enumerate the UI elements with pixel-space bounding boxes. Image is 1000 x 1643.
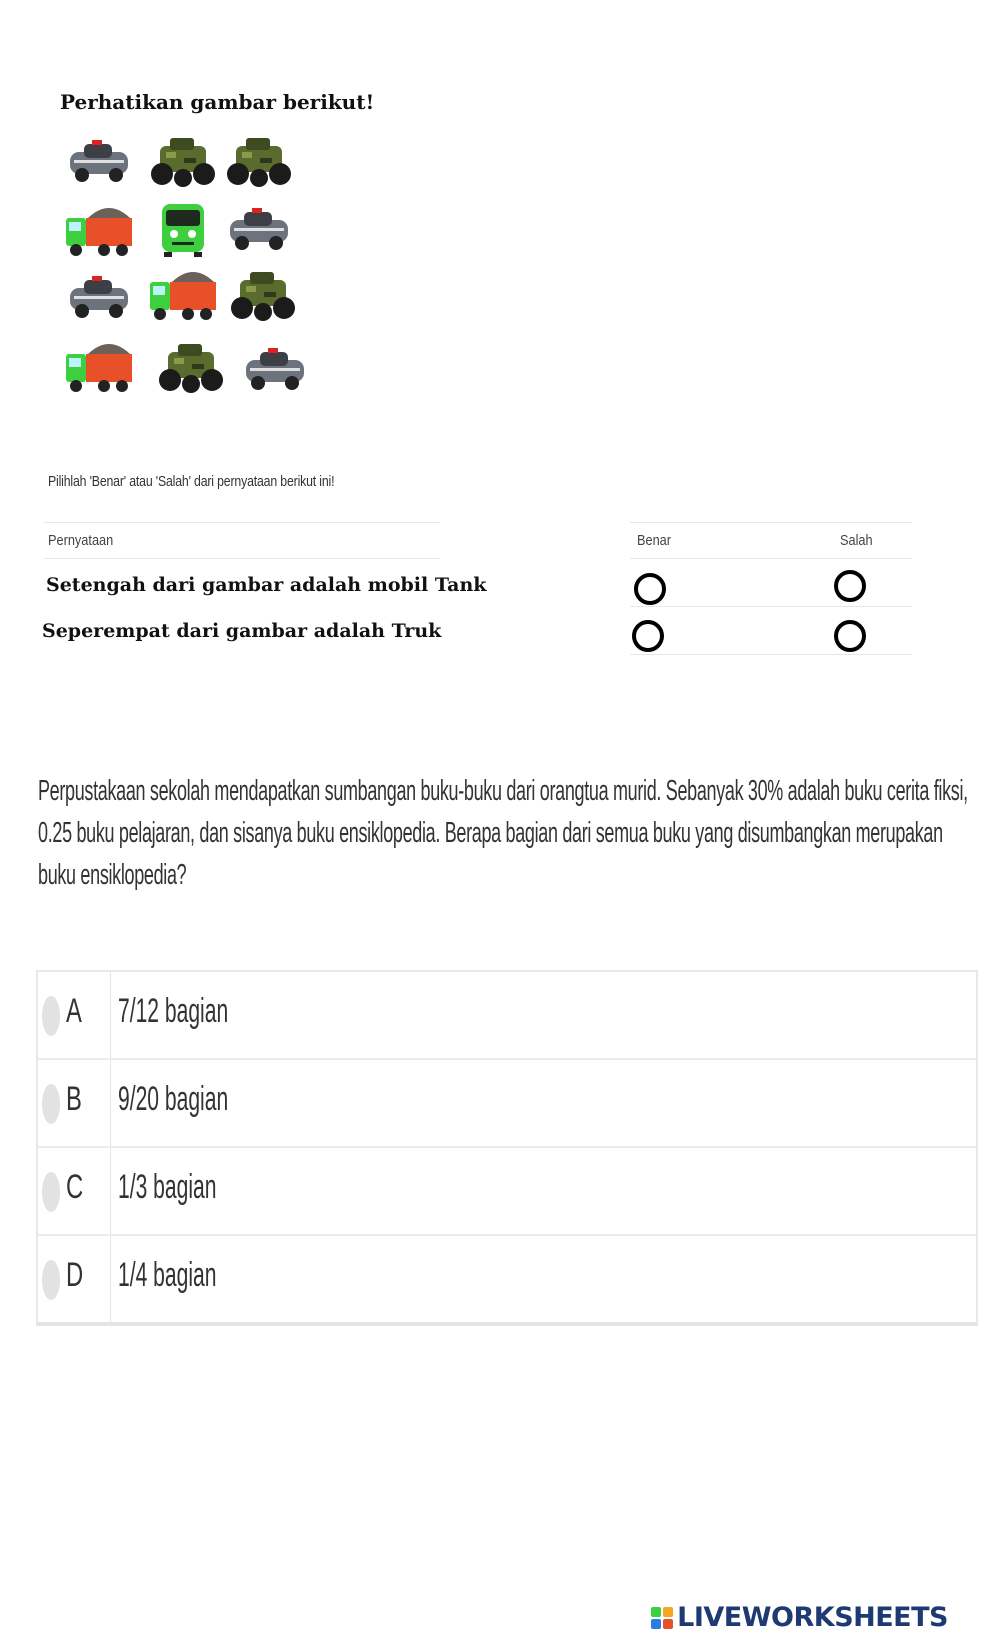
option-text: 7/12 bagian xyxy=(118,992,229,1030)
police-car-icon xyxy=(64,264,134,330)
option-b[interactable] xyxy=(38,1060,976,1148)
answer-options xyxy=(36,970,978,1326)
police-car-icon xyxy=(64,128,134,194)
table-divider xyxy=(630,558,912,559)
option-divider xyxy=(110,1060,111,1146)
header-false: Salah xyxy=(840,532,873,549)
option-c[interactable] xyxy=(38,1148,976,1236)
page-title: Perhatikan gambar berikut! xyxy=(60,90,375,114)
question-text: Perpustakaan sekolah mendapatkan sumbangan buku-buku dari orangtua murid. Sebanyak 30% adalah buku cerita fiksi, 0.25 buku pelajaran, dan sisanya buku ensiklopedia. Berapa bagian dari semua buku yang disumbangkan merupakan buku ensiklopedia? xyxy=(38,775,968,891)
liveworksheets-logo xyxy=(651,1602,948,1633)
option-divider xyxy=(110,972,111,1058)
army-tank-icon xyxy=(156,334,226,400)
option-letter: C xyxy=(66,1168,84,1206)
army-tank-icon xyxy=(224,128,294,194)
option-radio[interactable] xyxy=(42,1172,60,1212)
option-text: 1/4 bagian xyxy=(118,1256,217,1294)
option-radio[interactable] xyxy=(42,996,60,1036)
option-text: 9/20 bagian xyxy=(118,1080,229,1118)
option-a[interactable] xyxy=(38,972,976,1060)
dump-truck-icon xyxy=(148,260,218,326)
dump-truck-icon xyxy=(64,332,134,398)
header-true: Benar xyxy=(637,532,672,549)
option-divider xyxy=(110,1236,111,1322)
table-divider xyxy=(630,606,912,607)
statement-1: Setengah dari gambar adalah mobil Tank xyxy=(46,574,487,596)
option-radio[interactable] xyxy=(42,1260,60,1300)
option-text: 1/3 bagian xyxy=(118,1168,217,1206)
table-divider xyxy=(630,522,912,523)
option-letter: D xyxy=(66,1256,84,1294)
option-d[interactable] xyxy=(38,1236,976,1322)
logo-text: LIVEWORKSHEETS xyxy=(677,1602,948,1633)
option-letter: A xyxy=(66,992,82,1030)
table-divider xyxy=(44,558,440,559)
army-tank-icon xyxy=(148,128,218,194)
statement-2: Seperempat dari gambar adalah Truk xyxy=(42,620,442,642)
army-tank-icon xyxy=(228,262,298,328)
vehicle-picture-grid xyxy=(64,128,320,420)
option-radio[interactable] xyxy=(42,1084,60,1124)
option-letter: B xyxy=(66,1080,82,1118)
table-divider xyxy=(630,654,912,655)
radio-row2-false[interactable] xyxy=(834,620,866,652)
dump-truck-icon xyxy=(64,196,134,262)
header-statement: Pernyataan xyxy=(48,532,114,549)
green-bus-icon xyxy=(148,196,218,262)
option-divider xyxy=(110,1148,111,1234)
table-divider xyxy=(44,522,440,523)
radio-row2-true[interactable] xyxy=(632,620,664,652)
radio-row1-true[interactable] xyxy=(634,573,666,605)
police-car-icon xyxy=(224,196,294,262)
police-car-icon xyxy=(240,336,310,402)
instruction-text: Pilihlah 'Benar' atau 'Salah' dari pernyataan berikut ini! xyxy=(48,473,335,490)
radio-row1-false[interactable] xyxy=(834,570,866,602)
logo-icon xyxy=(651,1607,673,1629)
